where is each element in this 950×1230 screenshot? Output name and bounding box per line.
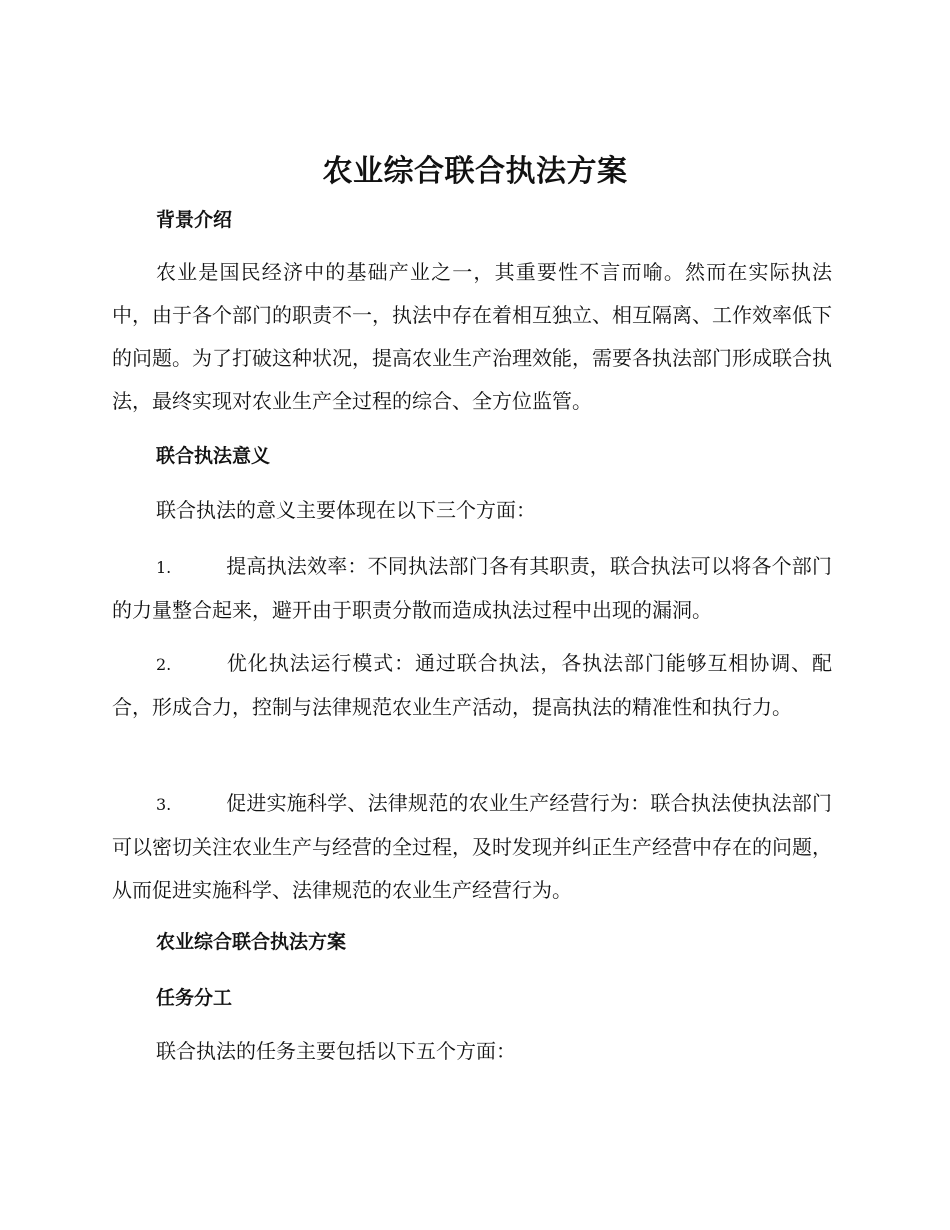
significance-intro-block <box>112 489 832 532</box>
section-heading-plan <box>112 924 832 960</box>
significance-intro: 联合执法的意义主要体现在以下三个方面： <box>156 498 536 522</box>
background-paragraph: 农业是国民经济中的基础产业之一，其重要性不言而喻。然而在实际执法中，由于各个部门的职责不一，执法中存在着相互独立、相互隔离、工作效率低下的问题。为了打破这种状况，提高农业生产治理效能，需要各执法部门形成联合执法，最终实现对农业生产全过程的综合、全方位监管。 <box>112 260 832 413</box>
significance-item-1 <box>112 545 832 632</box>
list-item-text: 提高执法效率：不同执法部门各有其职责，联合执法可以将各个部门的力量整合起来，避开由于职责分散而造成执法过程中出现的漏洞。 <box>112 554 832 622</box>
document-title: 农业综合联合执法方案 <box>322 154 628 189</box>
task-intro: 联合执法的任务主要包括以下五个方面： <box>156 1039 516 1063</box>
list-item-text: 促进实施科学、法律规范的农业生产经营行为：联合执法使执法部门可以密切关注农业生产与经营的全过程，及时发现并纠正生产经营中存在的问题，从而促进实施科学、法律规范的农业生产经营行为。 <box>112 791 832 902</box>
task-intro-block <box>112 1030 832 1073</box>
list-item <box>112 545 832 632</box>
list-item <box>112 642 832 729</box>
background-paragraph-block <box>112 251 832 423</box>
list-number: 3. <box>156 795 172 814</box>
task-heading: 任务分工 <box>156 987 233 1009</box>
significance-item-2 <box>112 642 832 729</box>
list-number: 2. <box>156 655 172 674</box>
section-heading-significance <box>112 438 832 474</box>
significance-heading: 联合执法意义 <box>156 445 271 467</box>
background-heading: 背景介绍 <box>156 209 233 231</box>
section-heading-task <box>112 980 832 1016</box>
list-item-text: 优化执法运行模式：通过联合执法，各执法部门能够互相协调、配合，形成合力，控制与法律规范农业生产活动，提高执法的精准性和执行力。 <box>112 651 832 719</box>
plan-heading: 农业综合联合执法方案 <box>156 931 347 953</box>
list-item <box>112 782 832 912</box>
significance-item-3 <box>112 782 832 912</box>
list-number: 1. <box>156 558 172 577</box>
section-heading-background <box>112 202 832 238</box>
